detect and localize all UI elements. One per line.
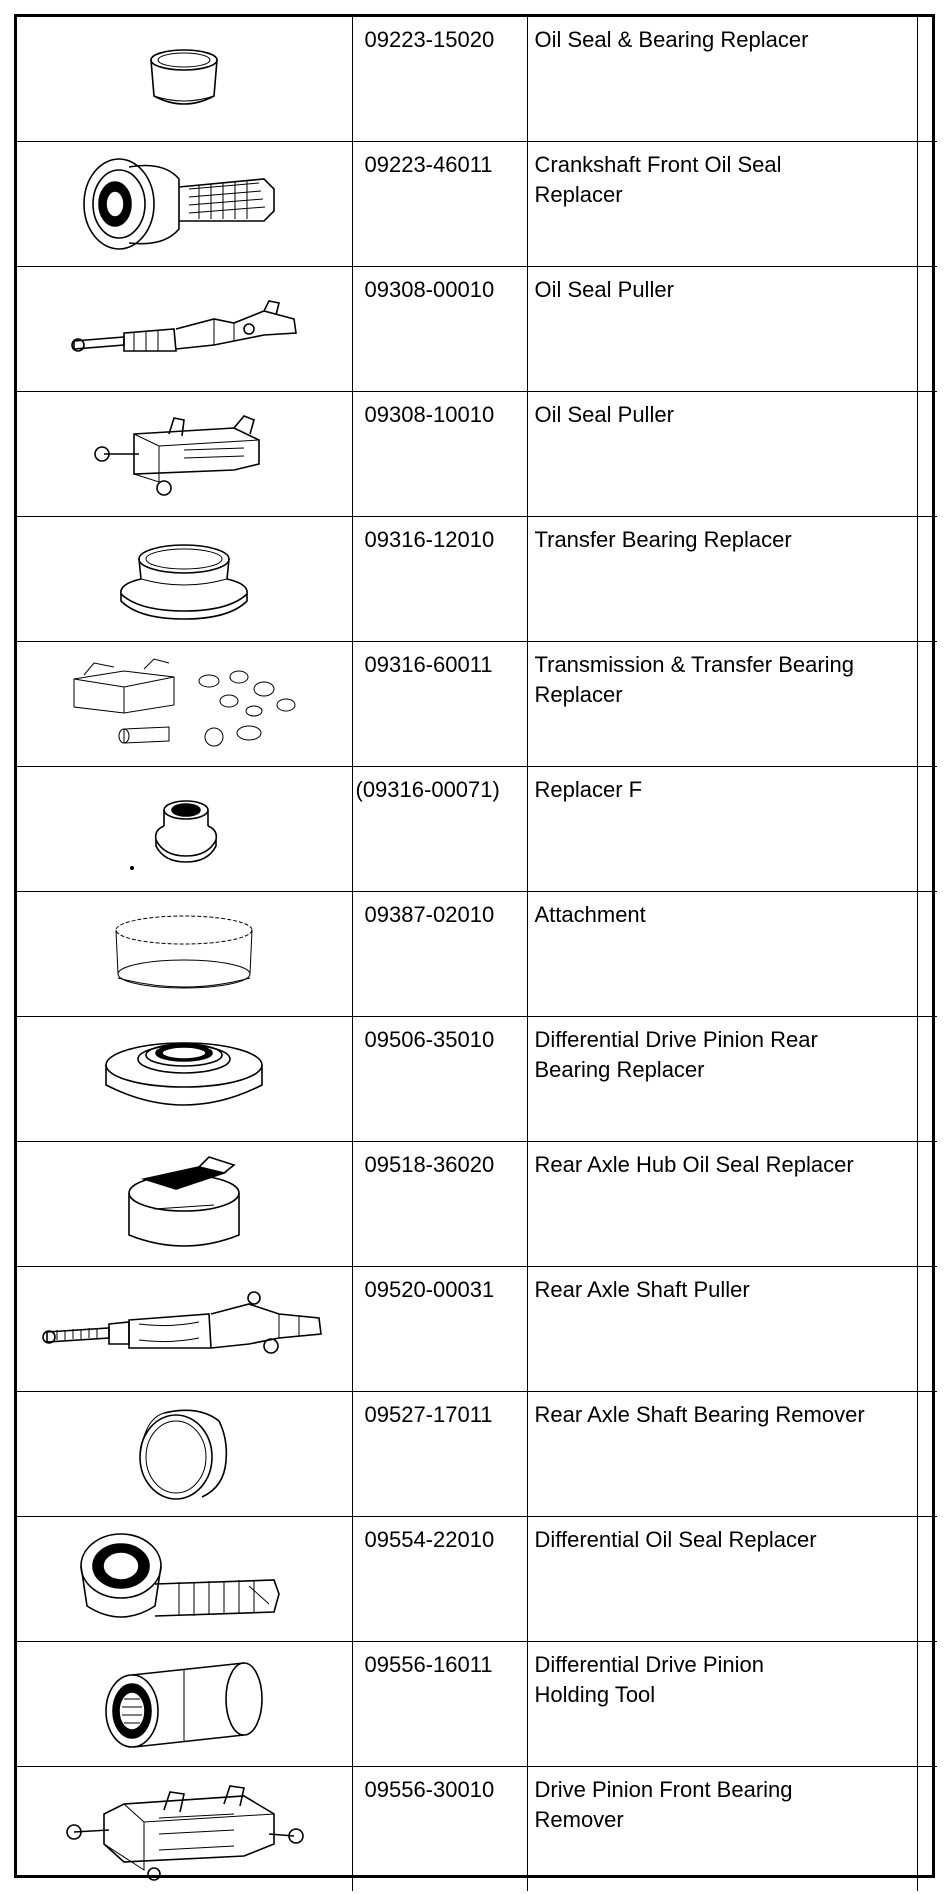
special-service-tools-table bbox=[17, 17, 937, 1891]
clamp-puller-icon bbox=[84, 404, 284, 504]
illustration-cell bbox=[17, 1142, 352, 1267]
table-row bbox=[17, 142, 937, 267]
remarks-cell bbox=[917, 1767, 937, 1892]
part-number: 09554-22010 bbox=[364, 1527, 495, 1552]
table-row bbox=[17, 1767, 937, 1892]
part-number-cell bbox=[352, 642, 527, 767]
part-number-cell bbox=[352, 1392, 527, 1517]
remarks-cell bbox=[917, 517, 937, 642]
part-number: 09506-35010 bbox=[364, 1027, 495, 1052]
illustration-cell bbox=[17, 767, 352, 892]
tool-name: Replacer F bbox=[534, 777, 643, 802]
sst-table-frame bbox=[14, 14, 935, 1878]
illustration-cell bbox=[17, 267, 352, 392]
table-row bbox=[17, 267, 937, 392]
remarks-cell bbox=[917, 1642, 937, 1767]
remarks-cell bbox=[917, 1517, 937, 1642]
remarks-cell bbox=[917, 267, 937, 392]
thin-ring-icon bbox=[104, 904, 264, 1004]
tool-name: Differential Drive Pinion Rear Bearing Replacer bbox=[534, 1027, 818, 1082]
threaded-bolt-icon bbox=[69, 1524, 299, 1634]
illustration-cell bbox=[17, 1267, 352, 1392]
part-number-cell bbox=[352, 1017, 527, 1142]
flat-flange-icon bbox=[99, 1029, 269, 1129]
part-number: 09520-00031 bbox=[364, 1277, 495, 1302]
tool-name-cell bbox=[527, 392, 917, 517]
tool-name: Attachment bbox=[534, 902, 646, 927]
tool-name-cell bbox=[527, 1517, 917, 1642]
axle-puller-icon bbox=[39, 1284, 329, 1374]
illustration-cell bbox=[17, 392, 352, 517]
slide-puller-icon bbox=[64, 289, 304, 369]
table-row bbox=[17, 517, 937, 642]
table-row bbox=[17, 1267, 937, 1392]
illustration-cell bbox=[17, 517, 352, 642]
remarks-cell bbox=[917, 767, 937, 892]
remarks-cell bbox=[917, 17, 937, 142]
part-number-cell bbox=[352, 267, 527, 392]
tool-name: Differential Oil Seal Replacer bbox=[534, 1527, 817, 1552]
tool-name-cell bbox=[527, 142, 917, 267]
illustration-cell bbox=[17, 642, 352, 767]
part-number: 09518-36020 bbox=[364, 1152, 495, 1177]
table-row bbox=[17, 392, 937, 517]
tool-name: Transfer Bearing Replacer bbox=[534, 527, 792, 552]
flanged-ring-icon bbox=[109, 529, 259, 629]
tool-name-cell bbox=[527, 1642, 917, 1767]
remarks-cell bbox=[917, 892, 937, 1017]
splined-socket-icon bbox=[94, 1649, 274, 1759]
part-number: 09223-15020 bbox=[364, 27, 495, 52]
remarks-cell bbox=[917, 392, 937, 517]
table-row bbox=[17, 1392, 937, 1517]
part-number: 09316-60011 bbox=[364, 652, 493, 677]
table-row bbox=[17, 1017, 937, 1142]
illustration-cell bbox=[17, 142, 352, 267]
table-row bbox=[17, 1642, 937, 1767]
tool-name-cell bbox=[527, 1017, 917, 1142]
illustration-cell bbox=[17, 17, 352, 142]
tool-name-cell bbox=[527, 517, 917, 642]
table-row bbox=[17, 1517, 937, 1642]
tool-name-cell bbox=[527, 267, 917, 392]
table-row bbox=[17, 767, 937, 892]
tool-name-cell bbox=[527, 17, 917, 142]
table-row bbox=[17, 17, 937, 142]
tool-name: Oil Seal Puller bbox=[534, 277, 674, 302]
part-number-cell bbox=[352, 1142, 527, 1267]
remarks-cell bbox=[917, 1392, 937, 1517]
cup-ring-icon bbox=[129, 34, 239, 124]
illustration-cell bbox=[17, 1392, 352, 1517]
illustration-cell bbox=[17, 1642, 352, 1767]
part-number-cell bbox=[352, 142, 527, 267]
small-cup-icon bbox=[124, 784, 244, 874]
remarks-cell bbox=[917, 142, 937, 267]
tool-name-cell bbox=[527, 1767, 917, 1892]
part-number-cell bbox=[352, 517, 527, 642]
tool-name: Rear Axle Hub Oil Seal Replacer bbox=[534, 1152, 854, 1177]
part-number-cell bbox=[352, 1267, 527, 1392]
illustration-cell bbox=[17, 892, 352, 1017]
remarks-cell bbox=[917, 1017, 937, 1142]
tool-name: Oil Seal Puller bbox=[534, 402, 674, 427]
part-number-cell bbox=[352, 1767, 527, 1892]
tool-name-cell bbox=[527, 642, 917, 767]
part-number: 09527-17011 bbox=[364, 1402, 493, 1427]
part-number: 09308-10010 bbox=[364, 402, 495, 427]
part-number: (09316-00071) bbox=[355, 777, 500, 802]
tool-name: Drive Pinion Front Bearing Remover bbox=[534, 1777, 793, 1832]
tool-name: Rear Axle Shaft Puller bbox=[534, 1277, 750, 1302]
part-number: 09556-30010 bbox=[364, 1777, 495, 1802]
tool-name: Transmission & Transfer Bearing Replacer bbox=[534, 652, 855, 707]
part-number: 09316-12010 bbox=[364, 527, 495, 552]
part-number-cell bbox=[352, 1642, 527, 1767]
part-number: 09223-46011 bbox=[364, 152, 493, 177]
tool-name-cell bbox=[527, 892, 917, 1017]
part-number: 09556-16011 bbox=[364, 1652, 493, 1677]
tool-name-cell bbox=[527, 767, 917, 892]
part-number: 09308-00010 bbox=[364, 277, 495, 302]
table-row bbox=[17, 892, 937, 1017]
illustration-cell bbox=[17, 1517, 352, 1642]
bearing-separator-icon bbox=[64, 1774, 304, 1884]
slotted-block-icon bbox=[114, 1149, 254, 1259]
table-row bbox=[17, 1142, 937, 1267]
tool-name-cell bbox=[527, 1392, 917, 1517]
remarks-cell bbox=[917, 1142, 937, 1267]
tool-name: Rear Axle Shaft Bearing Remover bbox=[534, 1402, 865, 1427]
tool-name-cell bbox=[527, 1142, 917, 1267]
seal-replacer-icon bbox=[69, 149, 299, 259]
part-number-cell bbox=[352, 892, 527, 1017]
part-number-cell bbox=[352, 17, 527, 142]
part-number-cell bbox=[352, 767, 527, 892]
tool-name-cell bbox=[527, 1267, 917, 1392]
part-number: 09387-02010 bbox=[364, 902, 495, 927]
remarks-cell bbox=[917, 642, 937, 767]
dome-cup-icon bbox=[124, 1399, 244, 1509]
part-number-cell bbox=[352, 1517, 527, 1642]
illustration-cell bbox=[17, 1017, 352, 1142]
tool-name: Oil Seal & Bearing Replacer bbox=[534, 27, 809, 52]
illustration-cell bbox=[17, 1767, 352, 1892]
part-number-cell bbox=[352, 392, 527, 517]
remarks-cell bbox=[917, 1267, 937, 1392]
bearing-set-icon bbox=[64, 649, 304, 759]
tool-name: Differential Drive Pinion Holding Tool bbox=[534, 1652, 764, 1707]
tool-name: Crankshaft Front Oil Seal Replacer bbox=[534, 152, 782, 207]
table-row bbox=[17, 642, 937, 767]
